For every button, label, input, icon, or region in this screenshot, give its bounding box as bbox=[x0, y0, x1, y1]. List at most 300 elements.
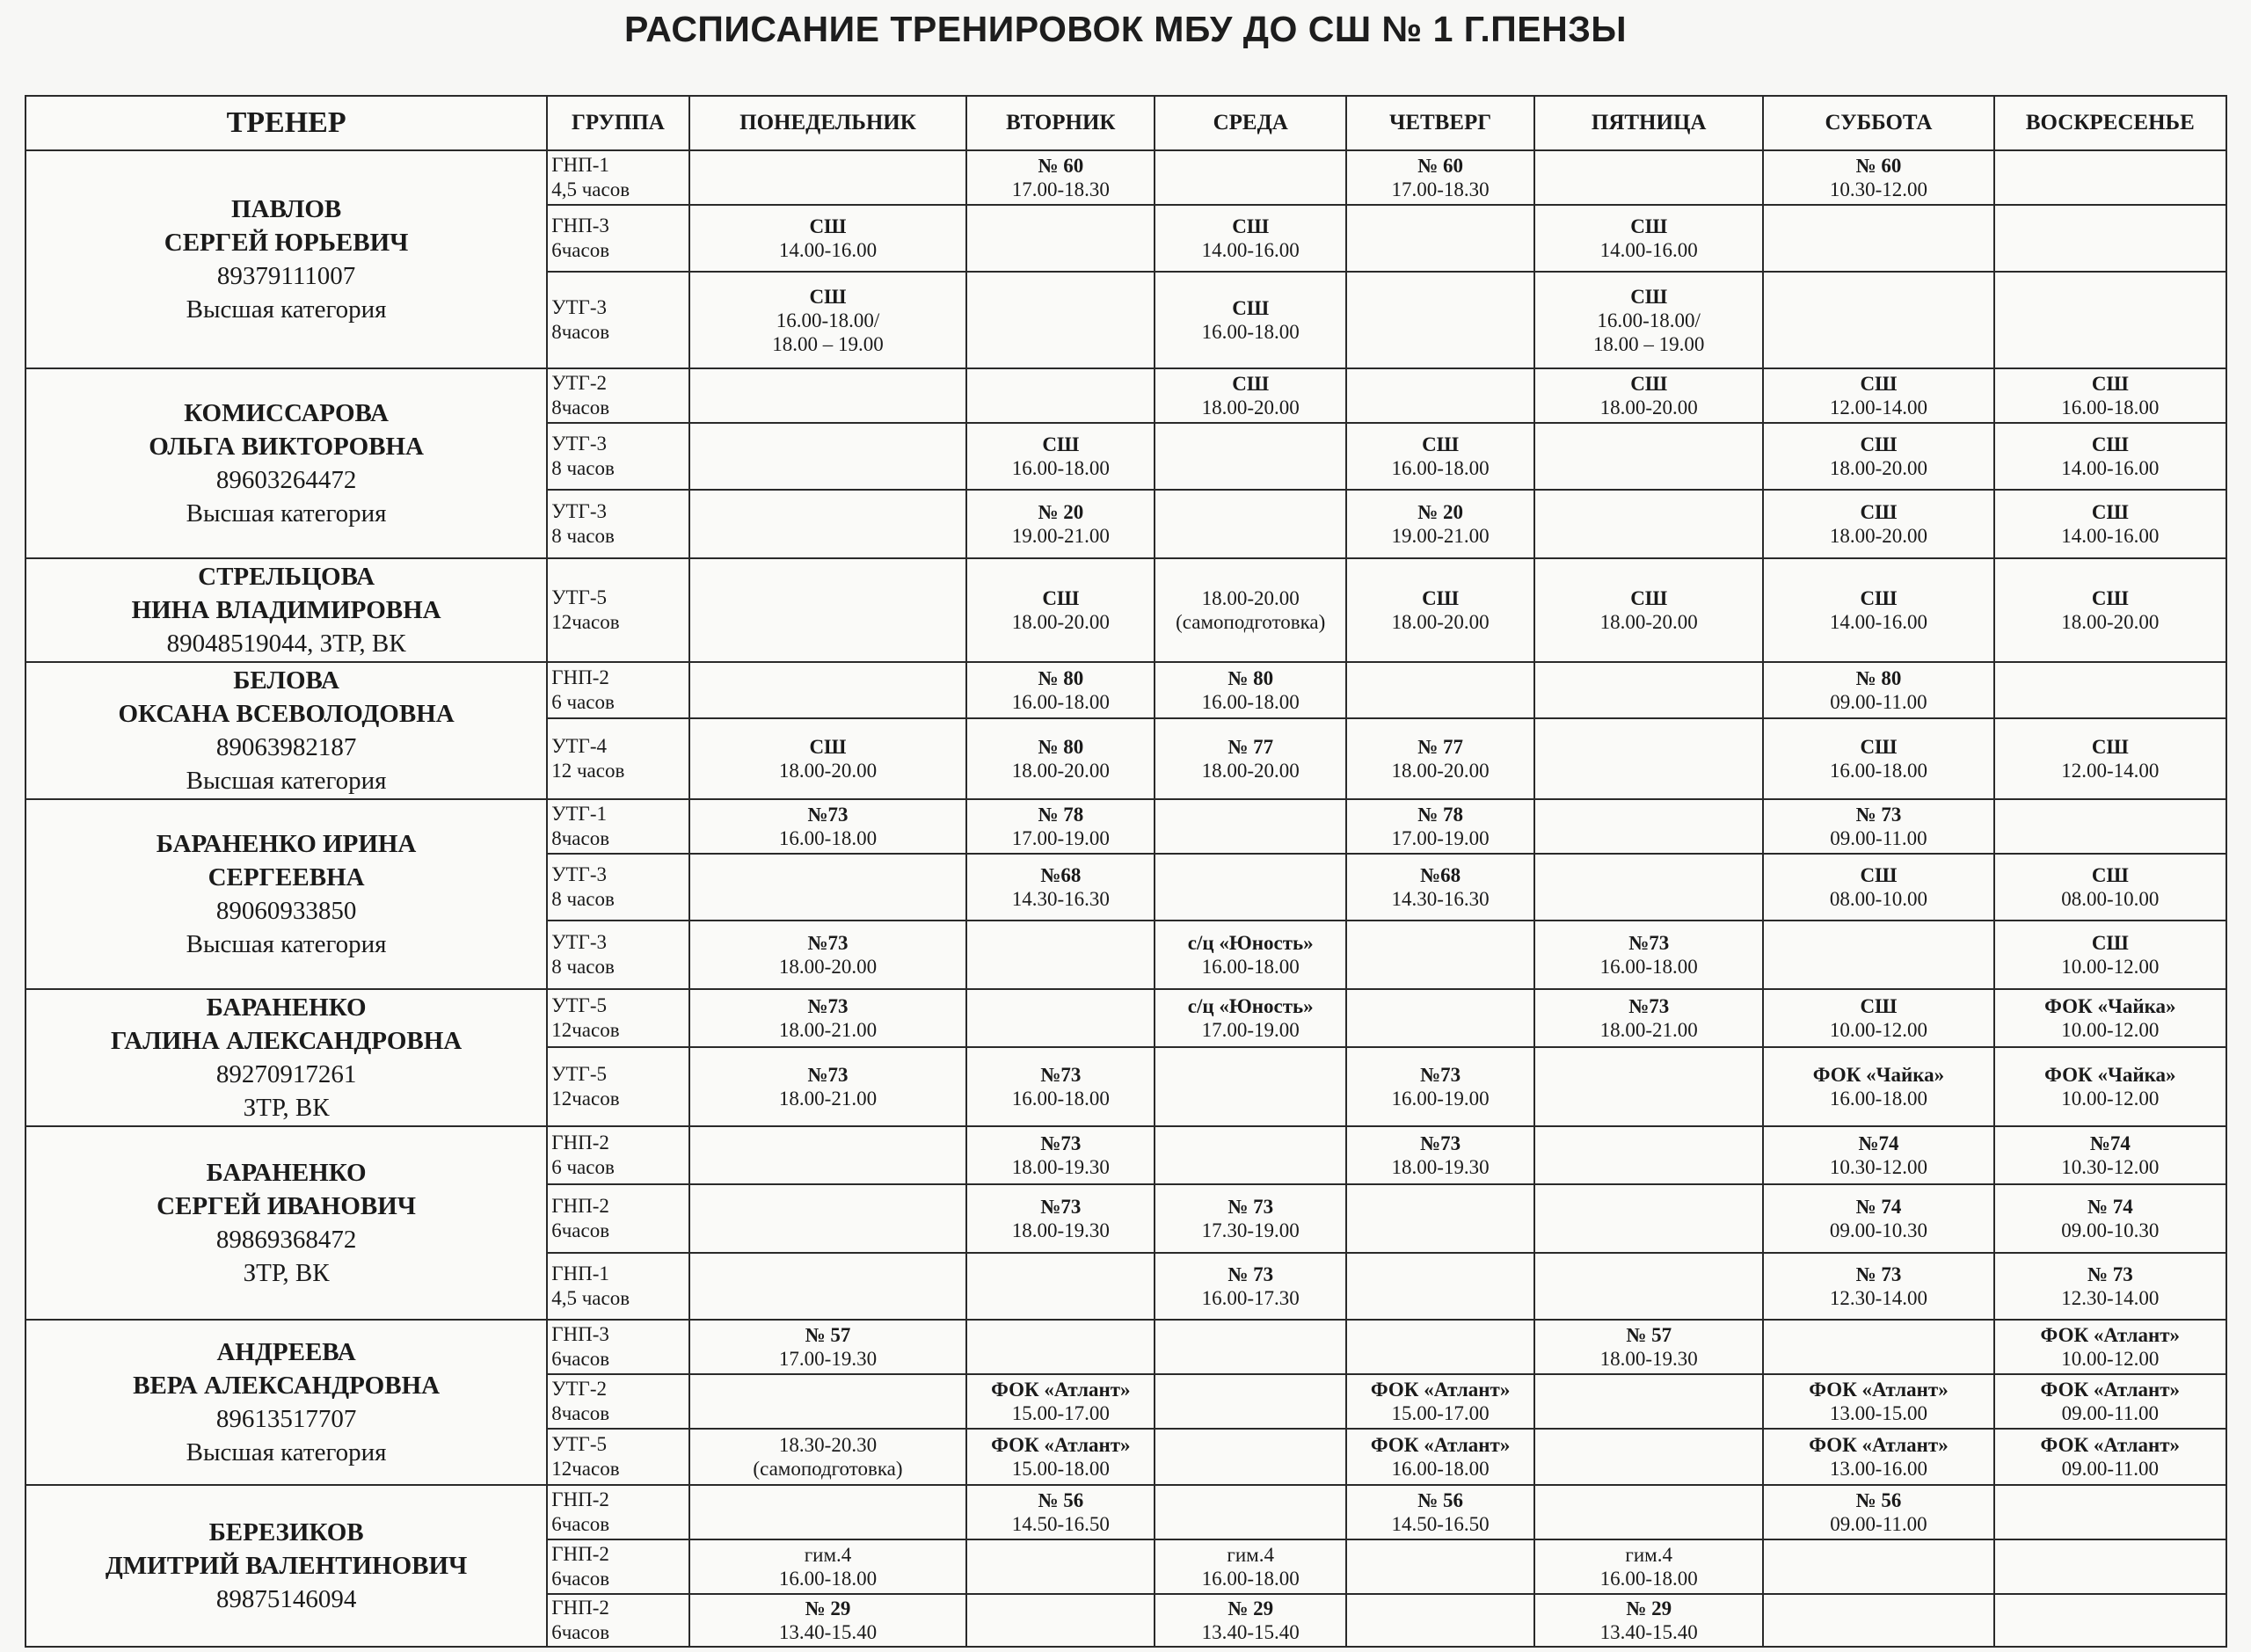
session-cell-wednesday bbox=[1155, 799, 1346, 854]
session-location: СШ bbox=[1860, 501, 1898, 523]
session-cell-friday bbox=[1534, 423, 1763, 490]
session-location: ФОК «Атлант» bbox=[991, 1379, 1131, 1401]
session-time: 13.40-15.40 bbox=[1201, 1621, 1300, 1643]
group-code: ГНП-2 bbox=[551, 1132, 609, 1153]
session-cell-saturday bbox=[1763, 799, 1993, 854]
session-location: СШ bbox=[1860, 736, 1898, 758]
group-code: ГНП-3 bbox=[551, 215, 609, 237]
group-code: УТГ-5 bbox=[551, 1063, 607, 1085]
session-time: 14.00-16.00 bbox=[1829, 611, 1928, 633]
session-cell-sunday bbox=[1994, 1539, 2226, 1594]
group-code: ГНП-2 bbox=[551, 1488, 609, 1510]
session-time: 09.00-11.00 bbox=[2061, 1458, 2159, 1480]
group-hours: 8часов bbox=[551, 1402, 610, 1424]
trainer-name-line: СЕРГЕЕВНА bbox=[208, 863, 365, 891]
session-time: 14.00-16.00 bbox=[2061, 457, 2160, 479]
session-time: 12.30-14.00 bbox=[2061, 1287, 2160, 1309]
group-hours: 6часов bbox=[551, 1348, 610, 1370]
session-cell-monday bbox=[689, 718, 967, 799]
trainer-info-line: 89048519044, ЗТР, ВК bbox=[166, 630, 406, 658]
trainer-cell bbox=[25, 1126, 547, 1320]
session-time: 18.00-20.00 bbox=[778, 760, 878, 782]
session-location: СШ bbox=[1860, 995, 1898, 1017]
trainer-name-line: БЕРЕЗИКОВ bbox=[208, 1518, 364, 1546]
session-location: № 77 bbox=[1227, 736, 1274, 758]
session-time: 19.00-21.00 bbox=[1391, 525, 1490, 547]
session-location: №73 bbox=[807, 1064, 849, 1086]
session-time: 17.00-19.00 bbox=[1391, 827, 1490, 849]
session-location: ФОК «Атлант» bbox=[1370, 1379, 1511, 1401]
session-time: 18.00-20.00 bbox=[1201, 397, 1300, 418]
session-location: СШ bbox=[1860, 433, 1898, 455]
session-time: 13.00-16.00 bbox=[1829, 1458, 1928, 1480]
group-cell bbox=[547, 205, 688, 272]
session-cell-saturday bbox=[1763, 1047, 1993, 1126]
group-code: УТГ-2 bbox=[551, 372, 607, 394]
session-cell-tuesday bbox=[966, 799, 1155, 854]
group-cell bbox=[547, 854, 688, 921]
session-cell-saturday bbox=[1763, 1126, 1993, 1184]
session-location: СШ bbox=[1232, 297, 1270, 319]
trainer-name-line: ПАВЛОВ bbox=[230, 195, 342, 223]
group-hours: 6 часов bbox=[551, 1156, 615, 1178]
session-location: 18.30-20.30 bbox=[778, 1434, 878, 1456]
header-saturday: СУББОТА bbox=[1763, 96, 1993, 150]
trainer-info-line: 89613517707 bbox=[215, 1405, 357, 1433]
group-hours: 8часов bbox=[551, 321, 610, 343]
session-cell-wednesday bbox=[1155, 1184, 1346, 1253]
session-cell-thursday bbox=[1346, 1047, 1534, 1126]
session-time: 16.00-18.00/ bbox=[1597, 309, 1701, 331]
trainer-name-line: ОКСАНА ВСЕВОЛОДОВНА bbox=[118, 700, 455, 728]
session-cell-thursday bbox=[1346, 272, 1534, 368]
session-cell-wednesday bbox=[1155, 1485, 1346, 1539]
session-cell-saturday bbox=[1763, 558, 1993, 662]
session-cell-wednesday bbox=[1155, 423, 1346, 490]
session-cell-wednesday bbox=[1155, 1539, 1346, 1594]
session-cell-saturday bbox=[1763, 1374, 1993, 1429]
session-location: № 56 bbox=[1855, 1489, 1902, 1511]
session-location: СШ bbox=[1232, 373, 1270, 395]
session-time: 15.00-17.00 bbox=[1391, 1402, 1490, 1424]
group-cell bbox=[547, 921, 688, 989]
session-location: №74 bbox=[2089, 1132, 2131, 1154]
session-time: 18.00-20.00 bbox=[1829, 457, 1928, 479]
session-time: 08.00-10.00 bbox=[2061, 888, 2160, 910]
session-location: ФОК «Атлант» bbox=[2040, 1379, 2181, 1401]
trainer-cell bbox=[25, 1485, 547, 1647]
session-cell-thursday bbox=[1346, 854, 1534, 921]
group-code: УТГ-3 bbox=[551, 500, 607, 522]
session-time: 13.40-15.40 bbox=[1599, 1621, 1698, 1643]
session-cell-monday bbox=[689, 989, 967, 1047]
session-location: №73 bbox=[1420, 1064, 1461, 1086]
session-time: 16.00-18.00 bbox=[778, 1568, 878, 1590]
session-time: 16.00-18.00 bbox=[1201, 691, 1300, 713]
group-code: ГНП-1 bbox=[551, 154, 609, 176]
session-location: № 60 bbox=[1417, 155, 1464, 177]
group-hours: 6часов bbox=[551, 1513, 610, 1535]
session-location: №74 bbox=[1858, 1132, 1899, 1154]
session-time: 18.00-20.00 bbox=[1829, 525, 1928, 547]
group-hours: 4,5 часов bbox=[551, 1287, 630, 1309]
group-cell bbox=[547, 490, 688, 558]
session-time: 16.00-18.00 bbox=[1201, 321, 1300, 343]
session-location: № 74 bbox=[1855, 1196, 1902, 1218]
session-cell-saturday bbox=[1763, 1253, 1993, 1320]
group-hours: 12 часов bbox=[551, 760, 625, 782]
session-cell-saturday bbox=[1763, 1320, 1993, 1374]
trainer-info-line: Высшая категория bbox=[186, 767, 387, 795]
session-cell-sunday bbox=[1994, 490, 2226, 558]
session-time: 12.30-14.00 bbox=[1829, 1287, 1928, 1309]
session-location: ФОК «Чайка» bbox=[2044, 1064, 2176, 1086]
session-cell-monday bbox=[689, 150, 967, 205]
session-cell-wednesday bbox=[1155, 150, 1346, 205]
session-cell-saturday bbox=[1763, 662, 1993, 718]
schedule-row bbox=[25, 799, 2226, 854]
header-sunday: ВОСКРЕСЕНЬЕ bbox=[1994, 96, 2226, 150]
schedule-row bbox=[25, 1485, 2226, 1539]
session-time: 16.00-18.00 bbox=[1829, 1088, 1928, 1110]
session-location: ФОК «Чайка» bbox=[1812, 1064, 1945, 1086]
session-cell-wednesday bbox=[1155, 558, 1346, 662]
group-code: УТГ-2 bbox=[551, 1378, 607, 1400]
session-time: 16.00-18.00 bbox=[1011, 1088, 1110, 1110]
session-time: 10.00-12.00 bbox=[1829, 1019, 1928, 1041]
session-cell-tuesday bbox=[966, 1374, 1155, 1429]
session-cell-sunday bbox=[1994, 1485, 2226, 1539]
session-time: 14.00-16.00 bbox=[2061, 525, 2160, 547]
session-cell-friday bbox=[1534, 368, 1763, 423]
session-location: СШ bbox=[1042, 587, 1080, 609]
trainer-cell bbox=[25, 799, 547, 989]
session-location: № 29 bbox=[1227, 1597, 1274, 1619]
trainer-info-line: 89270917261 bbox=[215, 1060, 357, 1088]
session-time: (самоподготовка) bbox=[1176, 611, 1326, 633]
session-cell-sunday bbox=[1994, 1594, 2226, 1647]
session-location: с/ц «Юность» bbox=[1187, 995, 1314, 1017]
session-cell-monday bbox=[689, 423, 967, 490]
session-cell-tuesday bbox=[966, 1184, 1155, 1253]
trainer-name-line: КОМИССАРОВА bbox=[184, 399, 389, 427]
session-time: 09.00-10.30 bbox=[2061, 1219, 2160, 1241]
group-hours: 6часов bbox=[551, 239, 610, 261]
header-thursday: ЧЕТВЕРГ bbox=[1346, 96, 1534, 150]
session-cell-thursday bbox=[1346, 1184, 1534, 1253]
session-cell-sunday bbox=[1994, 558, 2226, 662]
session-location: СШ bbox=[1630, 373, 1668, 395]
session-cell-tuesday bbox=[966, 1539, 1155, 1594]
session-cell-monday bbox=[689, 1539, 967, 1594]
session-cell-sunday bbox=[1994, 1320, 2226, 1374]
session-time: 15.00-17.00 bbox=[1011, 1402, 1110, 1424]
group-hours: 8 часов bbox=[551, 888, 615, 910]
session-cell-monday bbox=[689, 1374, 967, 1429]
session-cell-sunday bbox=[1994, 272, 2226, 368]
session-location: №73 bbox=[1628, 995, 1670, 1017]
session-location: СШ bbox=[2091, 864, 2129, 886]
session-cell-monday bbox=[689, 205, 967, 272]
session-cell-sunday bbox=[1994, 1047, 2226, 1126]
session-cell-thursday bbox=[1346, 1126, 1534, 1184]
session-cell-tuesday bbox=[966, 718, 1155, 799]
session-time: 17.30-19.00 bbox=[1201, 1219, 1300, 1241]
session-cell-friday bbox=[1534, 662, 1763, 718]
session-time: 09.00-11.00 bbox=[1830, 827, 1927, 849]
session-cell-saturday bbox=[1763, 490, 1993, 558]
header-trainer: ТРЕНЕР bbox=[25, 96, 547, 150]
session-time: 18.00-19.30 bbox=[1011, 1219, 1110, 1241]
session-location: ФОК «Атлант» bbox=[1809, 1379, 1949, 1401]
session-cell-friday bbox=[1534, 799, 1763, 854]
session-cell-friday bbox=[1534, 718, 1763, 799]
session-time: 16.00-18.00 bbox=[1011, 691, 1110, 713]
group-code: УТГ-3 bbox=[551, 863, 607, 885]
session-cell-thursday bbox=[1346, 799, 1534, 854]
session-time: 14.30-16.30 bbox=[1011, 888, 1110, 910]
group-code: УТГ-1 bbox=[551, 803, 607, 825]
session-time: 17.00-19.30 bbox=[778, 1348, 878, 1370]
session-time: 09.00-11.00 bbox=[2061, 1402, 2159, 1424]
session-time: 18.00 – 19.00 bbox=[772, 332, 884, 355]
trainer-name-line: БАРАНЕНКО bbox=[206, 993, 367, 1022]
session-cell-sunday bbox=[1994, 799, 2226, 854]
session-cell-sunday bbox=[1994, 368, 2226, 423]
group-cell bbox=[547, 662, 688, 718]
session-time: 18.00-20.00 bbox=[1201, 760, 1300, 782]
session-time: 19.00-21.00 bbox=[1011, 525, 1110, 547]
session-cell-thursday bbox=[1346, 718, 1534, 799]
session-cell-tuesday bbox=[966, 150, 1155, 205]
session-cell-tuesday bbox=[966, 205, 1155, 272]
session-time: 18.00-19.30 bbox=[1599, 1348, 1698, 1370]
group-hours: 4,5 часов bbox=[551, 178, 630, 200]
session-cell-friday bbox=[1534, 205, 1763, 272]
session-location: СШ bbox=[1232, 215, 1270, 237]
session-location: № 20 bbox=[1417, 501, 1464, 523]
schedule-body bbox=[25, 150, 2226, 1647]
group-code: ГНП-3 bbox=[551, 1323, 609, 1345]
session-location: №73 bbox=[1040, 1196, 1082, 1218]
session-time: 18.00-21.00 bbox=[778, 1088, 878, 1110]
trainer-info-line: ЗТР, ВК bbox=[243, 1259, 330, 1287]
group-cell bbox=[547, 1047, 688, 1126]
session-location: ФОК «Атлант» bbox=[2040, 1324, 2181, 1346]
group-code: УТГ-4 bbox=[551, 735, 607, 757]
session-location: СШ bbox=[809, 285, 847, 308]
session-time: 14.00-16.00 bbox=[1599, 239, 1698, 261]
schedule-row bbox=[25, 150, 2226, 205]
trainer-cell bbox=[25, 558, 547, 662]
session-location: №68 bbox=[1420, 864, 1461, 886]
session-time: 14.50-16.50 bbox=[1391, 1513, 1490, 1535]
session-time: 09.00-11.00 bbox=[1830, 691, 1927, 713]
schedule-row bbox=[25, 1126, 2226, 1184]
session-cell-tuesday bbox=[966, 1320, 1155, 1374]
group-hours: 8 часов bbox=[551, 457, 615, 479]
session-time: 12.00-14.00 bbox=[2061, 760, 2160, 782]
group-code: ГНП-2 bbox=[551, 1195, 609, 1217]
session-cell-wednesday bbox=[1155, 368, 1346, 423]
group-code: УТГ-3 bbox=[551, 931, 607, 953]
trainer-cell bbox=[25, 150, 547, 368]
session-cell-friday bbox=[1534, 1253, 1763, 1320]
session-location: СШ bbox=[2091, 587, 2129, 609]
session-location: № 29 bbox=[1626, 1597, 1672, 1619]
session-cell-tuesday bbox=[966, 1126, 1155, 1184]
session-cell-thursday bbox=[1346, 1374, 1534, 1429]
session-cell-thursday bbox=[1346, 558, 1534, 662]
session-cell-sunday bbox=[1994, 1429, 2226, 1485]
session-time: 10.30-12.00 bbox=[1829, 178, 1928, 200]
session-location: СШ bbox=[2091, 373, 2129, 395]
session-cell-tuesday bbox=[966, 1485, 1155, 1539]
session-cell-thursday bbox=[1346, 1594, 1534, 1647]
session-location: ФОК «Атлант» bbox=[1370, 1434, 1511, 1456]
session-cell-sunday bbox=[1994, 662, 2226, 718]
session-cell-thursday bbox=[1346, 423, 1534, 490]
trainer-name-line: СТРЕЛЬЦОВА bbox=[198, 563, 375, 591]
session-cell-sunday bbox=[1994, 423, 2226, 490]
session-cell-thursday bbox=[1346, 1253, 1534, 1320]
group-cell bbox=[547, 423, 688, 490]
group-hours: 8 часов bbox=[551, 956, 615, 978]
schedule-row bbox=[25, 662, 2226, 718]
session-location: ФОК «Атлант» bbox=[1809, 1434, 1949, 1456]
session-cell-sunday bbox=[1994, 854, 2226, 921]
session-time: 10.00-12.00 bbox=[2061, 1348, 2160, 1370]
session-location: СШ bbox=[2091, 501, 2129, 523]
session-cell-saturday bbox=[1763, 368, 1993, 423]
session-time: 17.00-18.30 bbox=[1391, 178, 1490, 200]
session-cell-tuesday bbox=[966, 1047, 1155, 1126]
group-hours: 6часов bbox=[551, 1219, 610, 1241]
group-hours: 8часов bbox=[551, 827, 610, 849]
session-time: 12.00-14.00 bbox=[1829, 397, 1928, 418]
header-row bbox=[25, 96, 2226, 150]
trainer-name-line: ВЕРА АЛЕКСАНДРОВНА bbox=[133, 1372, 441, 1400]
session-cell-friday bbox=[1534, 272, 1763, 368]
session-cell-thursday bbox=[1346, 490, 1534, 558]
session-cell-wednesday bbox=[1155, 854, 1346, 921]
trainer-info-line: 89875146094 bbox=[215, 1585, 357, 1613]
session-cell-wednesday bbox=[1155, 490, 1346, 558]
session-time: 09.00-11.00 bbox=[1830, 1513, 1927, 1535]
session-time: 10.30-12.00 bbox=[1829, 1156, 1928, 1178]
session-location: № 80 bbox=[1227, 667, 1274, 689]
session-cell-thursday bbox=[1346, 1429, 1534, 1485]
group-code: ГНП-2 bbox=[551, 666, 609, 688]
session-location: №73 bbox=[1420, 1132, 1461, 1154]
session-cell-monday bbox=[689, 1429, 967, 1485]
session-cell-tuesday bbox=[966, 368, 1155, 423]
session-time: 18.00-20.00 bbox=[1011, 760, 1110, 782]
session-cell-monday bbox=[689, 854, 967, 921]
trainer-name-line: АНДРЕЕВА bbox=[216, 1338, 356, 1366]
session-location: №73 bbox=[1040, 1132, 1082, 1154]
session-location: № 60 bbox=[1038, 155, 1084, 177]
schedule-row bbox=[25, 989, 2226, 1047]
session-location: СШ bbox=[1422, 587, 1460, 609]
group-code: УТГ-3 bbox=[551, 296, 607, 318]
session-cell-monday bbox=[689, 1253, 967, 1320]
session-location: № 56 bbox=[1038, 1489, 1084, 1511]
session-cell-saturday bbox=[1763, 1429, 1993, 1485]
trainer-info-line: ЗТР, ВК bbox=[243, 1094, 330, 1122]
session-cell-thursday bbox=[1346, 921, 1534, 989]
trainer-name-line: БЕЛОВА bbox=[233, 666, 339, 695]
group-code: УТГ-5 bbox=[551, 586, 607, 608]
session-time: 16.00-19.00 bbox=[1391, 1088, 1490, 1110]
session-location: гим.4 bbox=[1625, 1544, 1672, 1566]
session-location: с/ц «Юность» bbox=[1187, 932, 1314, 954]
session-location: № 80 bbox=[1038, 736, 1084, 758]
session-time: 18.00-19.30 bbox=[1011, 1156, 1110, 1178]
session-time: 16.00-18.00/ bbox=[776, 309, 880, 331]
session-cell-friday bbox=[1534, 558, 1763, 662]
trainer-name-line: НИНА ВЛАДИМИРОВНА bbox=[131, 596, 441, 624]
header-tuesday: ВТОРНИК bbox=[966, 96, 1155, 150]
group-code: ГНП-2 bbox=[551, 1597, 609, 1619]
session-location: № 77 bbox=[1417, 736, 1464, 758]
session-cell-monday bbox=[689, 272, 967, 368]
session-cell-sunday bbox=[1994, 1126, 2226, 1184]
session-cell-saturday bbox=[1763, 1539, 1993, 1594]
group-hours: 12часов bbox=[551, 611, 620, 633]
session-time: 17.00-19.00 bbox=[1201, 1019, 1300, 1041]
session-cell-saturday bbox=[1763, 989, 1993, 1047]
session-cell-saturday bbox=[1763, 921, 1993, 989]
group-hours: 12часов bbox=[551, 1088, 620, 1110]
group-cell bbox=[547, 799, 688, 854]
session-cell-wednesday bbox=[1155, 1594, 1346, 1647]
session-location: №68 bbox=[1040, 864, 1082, 886]
session-time: 14.00-16.00 bbox=[778, 239, 878, 261]
session-time: 14.00-16.00 bbox=[1201, 239, 1300, 261]
group-cell bbox=[547, 1126, 688, 1184]
session-time: 18.00 – 19.00 bbox=[1592, 332, 1705, 355]
session-location: № 73 bbox=[1227, 1263, 1274, 1285]
trainer-name-line: ОЛЬГА ВИКТОРОВНА bbox=[149, 433, 424, 461]
group-cell bbox=[547, 272, 688, 368]
session-cell-monday bbox=[689, 490, 967, 558]
session-time: 16.00-17.30 bbox=[1201, 1287, 1300, 1309]
session-location: № 56 bbox=[1417, 1489, 1464, 1511]
session-cell-thursday bbox=[1346, 205, 1534, 272]
group-cell bbox=[547, 1429, 688, 1485]
trainer-name-line: БАРАНЕНКО bbox=[206, 1159, 367, 1187]
session-cell-saturday bbox=[1763, 1184, 1993, 1253]
session-location: № 60 bbox=[1855, 155, 1902, 177]
session-cell-tuesday bbox=[966, 1253, 1155, 1320]
session-cell-friday bbox=[1534, 1539, 1763, 1594]
session-time: 18.00-21.00 bbox=[1599, 1019, 1698, 1041]
session-cell-friday bbox=[1534, 1594, 1763, 1647]
trainer-info-line: 89869368472 bbox=[215, 1226, 357, 1254]
session-cell-tuesday bbox=[966, 854, 1155, 921]
session-cell-monday bbox=[689, 662, 967, 718]
session-location: ФОК «Атлант» bbox=[991, 1434, 1131, 1456]
session-time: 18.00-20.00 bbox=[1599, 397, 1698, 418]
group-cell bbox=[547, 1485, 688, 1539]
session-time: 08.00-10.00 bbox=[1829, 888, 1928, 910]
group-code: ГНП-2 bbox=[551, 1543, 609, 1565]
group-hours: 6 часов bbox=[551, 691, 615, 713]
trainer-info-line: 89603264472 bbox=[215, 466, 357, 494]
session-cell-wednesday bbox=[1155, 989, 1346, 1047]
session-location: № 73 bbox=[1855, 1263, 1902, 1285]
